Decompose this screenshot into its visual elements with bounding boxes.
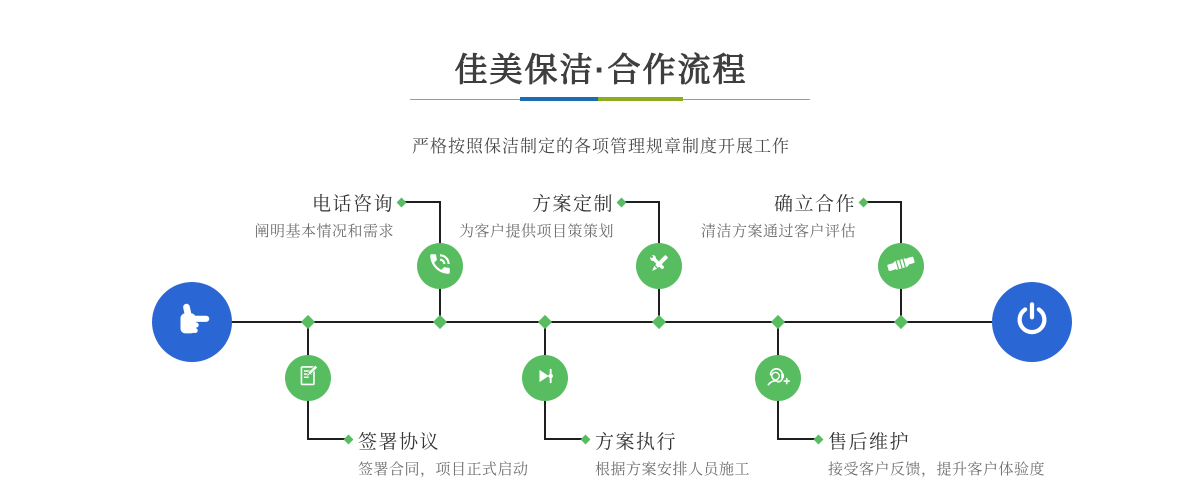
design-tools-icon (644, 249, 674, 284)
end-node (992, 282, 1072, 362)
header (0, 0, 1202, 91)
divider-blue-segment (520, 97, 598, 101)
headset-icon (763, 361, 793, 396)
label-diamond (859, 198, 869, 208)
step-desc: 接受客户反馈，提升客户体验度 (828, 461, 1046, 478)
start-node (152, 282, 232, 362)
step-node-phone (417, 243, 463, 289)
connector-line (864, 201, 901, 203)
step-label-design (459, 189, 614, 241)
label-diamond (344, 435, 354, 445)
power-icon (1010, 298, 1054, 347)
connector-line (622, 201, 659, 203)
step-title: 方案定制 (531, 194, 614, 215)
timeline-node-diamond (301, 315, 315, 329)
step-desc: 阐明基本情况和需求 (254, 223, 394, 240)
label-diamond (581, 435, 591, 445)
timeline-node-diamond (894, 315, 908, 329)
step-node-execute (522, 355, 568, 401)
connector-line (402, 201, 440, 203)
title-divider (410, 97, 810, 103)
step-desc: 根据方案安排人员施工 (595, 461, 751, 478)
subtitle-wrap (0, 108, 1202, 157)
timeline-node-diamond (652, 315, 666, 329)
timeline-node-diamond (538, 315, 552, 329)
step-node-handshake (878, 243, 924, 289)
pointing-hand-icon (169, 297, 215, 348)
step-desc: 清洁方案通过客户评估 (700, 223, 856, 240)
contract-icon (293, 361, 323, 396)
label-diamond (617, 198, 627, 208)
phone-icon (427, 251, 453, 282)
label-diamond (814, 435, 824, 445)
timeline-node-diamond (771, 315, 785, 329)
connector-line (777, 438, 815, 440)
divider-green-segment (598, 97, 683, 101)
page-subtitle: 严格按照保洁制定的各项管理规章制度开展工作 (412, 137, 790, 156)
connector-line (544, 438, 582, 440)
label-diamond (397, 198, 407, 208)
step-desc: 为客户提供项目策策划 (458, 223, 614, 240)
timeline-main-line (230, 321, 992, 323)
step-node-design (636, 243, 682, 289)
step-title: 确立合作 (773, 194, 856, 215)
page-title: 佳美保洁·合作流程 (454, 51, 748, 88)
step-label-handshake (701, 189, 856, 241)
step-label-aftersales (828, 427, 1045, 479)
step-title: 售后维护 (828, 432, 911, 453)
play-icon (531, 362, 559, 395)
step-node-aftersales (755, 355, 801, 401)
step-title: 方案执行 (595, 432, 678, 453)
timeline-node-diamond (433, 315, 447, 329)
step-node-contract (285, 355, 331, 401)
step-title: 电话咨询 (311, 194, 394, 215)
step-desc: 签署合同，项目正式启动 (358, 461, 529, 478)
step-title: 签署协议 (358, 432, 441, 453)
connector-line (307, 438, 345, 440)
handshake-icon (885, 248, 917, 285)
step-label-contract (358, 427, 529, 479)
step-label-execute (595, 427, 750, 479)
step-label-phone (254, 189, 394, 241)
